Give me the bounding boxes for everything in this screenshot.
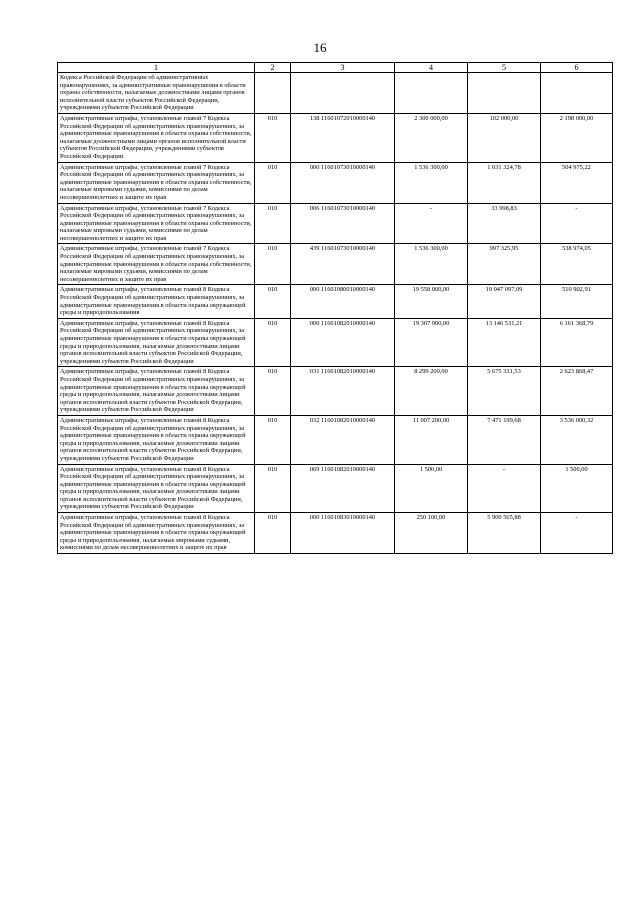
unexecuted-amount: 510 902,91 (541, 285, 613, 318)
approved-amount: 250 100,00 (395, 513, 468, 554)
table-row (58, 464, 613, 513)
budget-classification-code: 138 11601072010000140 (291, 113, 395, 162)
budget-classification-code (291, 73, 395, 114)
row-description: Административные штрафы, установленные главой 8 Кодекса Российской Федерации об административных правонарушениях, за административные правонарушения в области охраны окружающей среды и природопользования, налагаемые должностными лицами органов исполнительной власти субъектов Российской Федерации, учреждениями субъектов Российской Федерации (58, 464, 255, 513)
table-row (58, 513, 613, 554)
unexecuted-amount: 2 623 868,47 (541, 367, 613, 416)
row-description: Административные штрафы, установленные главой 8 Кодекса Российской Федерации об административных правонарушениях, за административные правонарушения в области охраны окружающей среды и природопользования, налагаемые должностными лицами органов исполнительной власти субъектов Российской Федерации, учреждениями субъектов Российской Федерации (58, 415, 255, 464)
approved-amount: 1 500,00 (395, 464, 468, 513)
budget-classification-code: 000 11601073010000140 (291, 162, 395, 203)
executed-amount: 997 325,95 (468, 244, 541, 285)
line-code: 010 (255, 513, 291, 554)
executed-amount: 5 675 331,53 (468, 367, 541, 416)
row-description: Административные штрафы, установленные главой 8 Кодекса Российской Федерации об административных правонарушениях, за административные правонарушения в области охраны окружающей среды и природопользования, налагаемые мировыми судьями, комиссиями по делам несовершеннолетних и защите их прав (58, 513, 255, 554)
column-header: 2 (255, 63, 291, 73)
row-description: Административные штрафы, установленные главой 7 Кодекса Российской Федерации об административных правонарушениях, за административные правонарушения в области охраны собственности, налагаемые мировыми судьями, комиссиями по делам несовершеннолетних и защите их прав (58, 244, 255, 285)
budget-classification-code: 000 11601082010000140 (291, 318, 395, 367)
approved-amount: - (395, 203, 468, 244)
executed-amount: 102 000,00 (468, 113, 541, 162)
approved-amount: 8 299 200,00 (395, 367, 468, 416)
table-row (58, 367, 613, 416)
executed-amount: 33 998,83 (468, 203, 541, 244)
approved-amount: 2 300 000,00 (395, 113, 468, 162)
table-row (58, 113, 613, 162)
table-row (58, 285, 613, 318)
line-code: 010 (255, 203, 291, 244)
unexecuted-amount: 538 974,05 (541, 244, 613, 285)
row-description: Административные штрафы, установленные главой 7 Кодекса Российской Федерации об административных правонарушениях, за административные правонарушения в области охраны собственности, налагаемые мировыми судьями, комиссиями по делам несовершеннолетних и защите их прав (58, 203, 255, 244)
budget-classification-code: 031 11601082010000140 (291, 367, 395, 416)
row-description: Административные штрафы, установленные главой 7 Кодекса Российской Федерации об административных правонарушениях, за административные правонарушения в области охраны собственности, налагаемые должностными лицами органов исполнительной власти субъектов Российской Федерации, учреждениями субъектов Российской Федерации (58, 113, 255, 162)
table-row (58, 203, 613, 244)
column-header: 6 (541, 63, 613, 73)
executed-amount: 1 031 324,78 (468, 162, 541, 203)
approved-amount: 11 007 200,00 (395, 415, 468, 464)
row-description: Административные штрафы, установленные главой 8 Кодекса Российской Федерации об административных правонарушениях, за административные правонарушения в области охраны окружающей среды и природопользования, налагаемые должностными лицами органов исполнительной власти субъектов Российской Федерации, учреждениями субъектов Российской Федерации (58, 367, 255, 416)
unexecuted-amount: 6 161 368,79 (541, 318, 613, 367)
table-body (58, 73, 613, 554)
executed-amount: 7 471 199,68 (468, 415, 541, 464)
executed-amount: 13 146 531,21 (468, 318, 541, 367)
row-description: Административные штрафы, установленные главой 7 Кодекса Российской Федерации об административных правонарушениях, за административные правонарушения в области охраны собственности, налагаемые мировыми судьями, комиссиями по делам несовершеннолетних и защите их прав (58, 162, 255, 203)
executed-amount: 19 047 097,09 (468, 285, 541, 318)
row-description: Административные штрафы, установленные главой 8 Кодекса Российской Федерации об административных правонарушениях, за административные правонарушения в области охраны окружающей среды и природопользования, налагаемые должностными лицами органов исполнительной власти субъектов Российской Федерации, учреждениями субъектов Российской Федерации (58, 318, 255, 367)
line-code: 010 (255, 367, 291, 416)
column-header: 5 (468, 63, 541, 73)
budget-classification-code: 439 11601073010000140 (291, 244, 395, 285)
table-row (58, 244, 613, 285)
budget-classification-code: 032 11601082010000140 (291, 415, 395, 464)
executed-amount (468, 73, 541, 114)
approved-amount (395, 73, 468, 114)
unexecuted-amount: - (541, 513, 613, 554)
line-code: 010 (255, 244, 291, 285)
table-row (58, 162, 613, 203)
table-row (58, 415, 613, 464)
column-header: 3 (291, 63, 395, 73)
budget-classification-code: 006 11601073010000140 (291, 203, 395, 244)
unexecuted-amount: - (541, 203, 613, 244)
budget-classification-code: 000 11601083010000140 (291, 513, 395, 554)
approved-amount: 1 536 300,00 (395, 244, 468, 285)
approved-amount: 19 307 900,00 (395, 318, 468, 367)
unexecuted-amount: 3 536 000,32 (541, 415, 613, 464)
approved-amount: 19 558 000,00 (395, 285, 468, 318)
unexecuted-amount (541, 73, 613, 114)
line-code: 010 (255, 318, 291, 367)
line-code: 010 (255, 285, 291, 318)
line-code: 010 (255, 113, 291, 162)
executed-amount: 5 900 565,88 (468, 513, 541, 554)
page-number: 16 (313, 40, 327, 55)
row-description: Кодекса Российской Федерации об административных правонарушениях, за административные правонарушения в области охраны собственности, налагаемые должностными лицами органов исполнительной власти субъектов Российской Федерации, учреждениями субъектов Российской Федерации (58, 73, 255, 114)
table-row (58, 318, 613, 367)
approved-amount: 1 536 300,00 (395, 162, 468, 203)
budget-classification-code: 000 11601080010000140 (291, 285, 395, 318)
line-code: 010 (255, 415, 291, 464)
column-header: 4 (395, 63, 468, 73)
row-description: Административные штрафы, установленные главой 8 Кодекса Российской Федерации об административных правонарушениях, за административные правонарушения в области охраны окружающей среды и природопользования (58, 285, 255, 318)
budget-classification-code: 069 11601082010000140 (291, 464, 395, 513)
budget-report-table (57, 62, 613, 554)
unexecuted-amount: 1 500,00 (541, 464, 613, 513)
line-code: 010 (255, 464, 291, 513)
column-header: 1 (58, 63, 255, 73)
line-code (255, 73, 291, 114)
line-code: 010 (255, 162, 291, 203)
unexecuted-amount: 2 198 000,00 (541, 113, 613, 162)
table-row (58, 73, 613, 114)
unexecuted-amount: 504 975,22 (541, 162, 613, 203)
executed-amount: - (468, 464, 541, 513)
column-number-row (58, 63, 613, 73)
